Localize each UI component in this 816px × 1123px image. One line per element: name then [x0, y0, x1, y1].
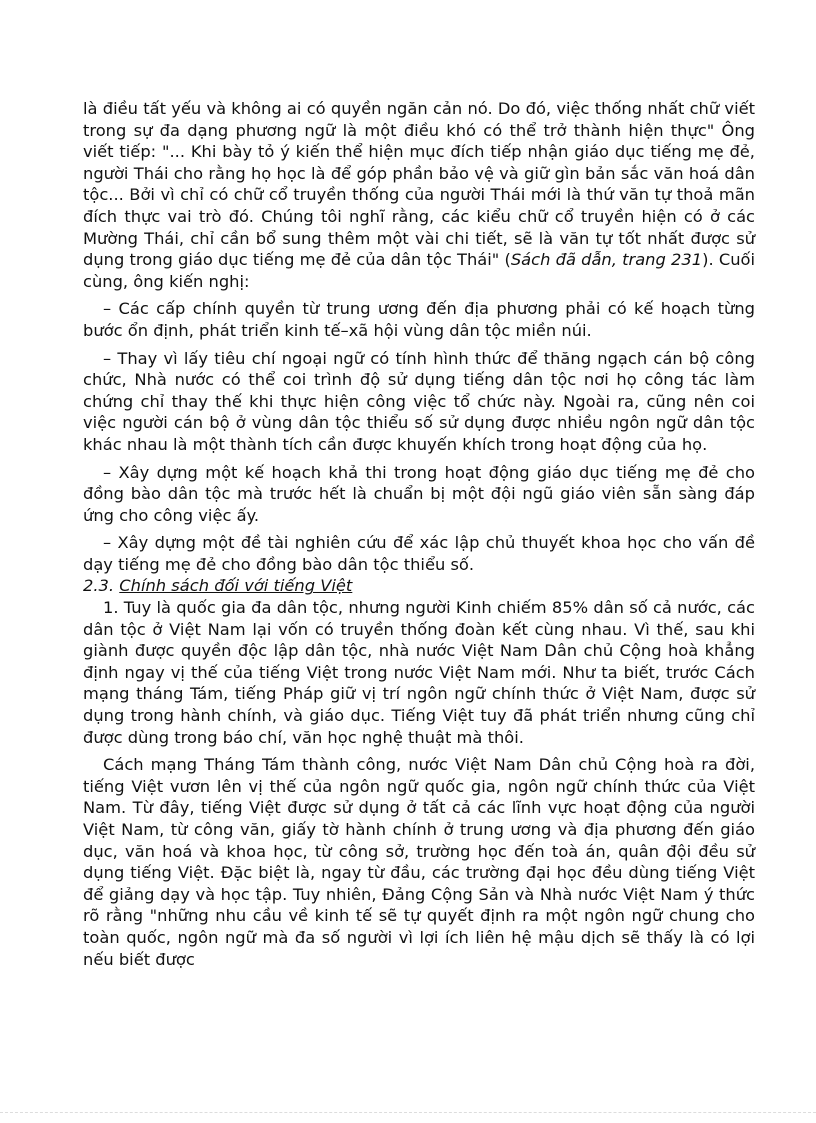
section-number: 2.3.: [83, 576, 115, 596]
document-page: [83, 98, 755, 970]
body-paragraph-1: 1. Tuy là quốc gia đa dân tộc, nhưng người Kinh chiếm 85% dân số cả nước, các dân tộc ở Việt Nam lại vốn có truyền thống đoàn kết cùng nhau. Vì thế, sau khi giành được quyền độc lập dân tộc, nhà nước Việt Nam Dân chủ Cộng hoà khẳng định ngay vị thế của tiếng Việt trong nước Việt Nam mới. Như ta biết, trước Cách mạng tháng Tám, tiếng Pháp giữ vị trí ngôn ngữ chính thức ở Việt Nam, được sử dụng trong hành chính, và giáo dục. Tiếng Việt tuy đã phát triển nhưng cũng chỉ được dùng trong báo chí, văn học nghệ thuật mà thôi.: [83, 598, 755, 747]
page-bottom-border: [0, 1112, 816, 1113]
citation: Sách đã dẫn, trang 231: [510, 250, 703, 270]
paragraph-text: ). Cuối cùng, ông kiến nghị:: [83, 250, 756, 291]
recommendation-item-3: – Xây dựng một kế hoạch khả thi trong hoạt động giáo dục tiếng mẹ đẻ cho đồng bào dân tộc mà trước hết là chuẩn bị một đội ngũ giáo viên sẵn sàng đáp ứng cho công việc ấy.: [83, 462, 755, 525]
body-paragraph-2: Cách mạng Tháng Tám thành công, nước Việt Nam Dân chủ Cộng hoà ra đời, tiếng Việt vươn lên vị thế của ngôn ngữ quốc gia, ngôn ngữ chính thức của Việt Nam. Từ đây, tiếng Việt được sử dụng ở tất cả các lĩnh vực hoạt động của người Việt Nam, từ công văn, giấy tờ hành chính ở trung ương và địa phương đến giáo dục, văn hoá và khoa học, từ công sở, trường học đến toà án, quân đội đều sử dụng tiếng Việt. Đặc biệt là, ngay từ đầu, các trường đại học đều dùng tiếng Việt để giảng dạy và học tập. Tuy nhiên, Đảng Cộng Sản và Nhà nước Việt Nam ý thức rõ rằng "những nhu cầu về kinh tế sẽ tự quyết định ra một ngôn ngữ chung cho toàn quốc, ngôn ngữ mà đa số người vì lợi ích liên hệ mậu dịch sẽ thấy là có lợi nếu biết được: [83, 755, 755, 969]
section-heading: [83, 575, 755, 597]
recommendation-item-1: – Các cấp chính quyền từ trung ương đến địa phương phải có kế hoạch từng bước ổn định, phát triển kinh tế–xã hội vùng dân tộc miền núi.: [83, 299, 755, 340]
recommendation-item-4: – Xây dựng một đề tài nghiên cứu để xác lập chủ thuyết khoa học cho vấn đề dạy tiếng mẹ đẻ cho đồng bào dân tộc thiểu số.: [83, 533, 755, 574]
paragraph-quote-continuation: [83, 98, 755, 292]
section-title: Chính sách đối với tiếng Việt: [119, 576, 353, 596]
paragraph-text: là điều tất yếu và không ai có quyền ngăn cản nó. Do đó, việc thống nhất chữ viết trong sự đa dạng phương ngữ là một điều khó có thể trở thành hiện thực" Ông viết tiếp: "... Khi bày tỏ ý kiến thể hiện mục đích tiếp nhận giáo dục tiếng mẹ đẻ, người Thái cho rằng họ học là để góp phần bảo vệ và giữ gìn bản sắc văn hoá dân tộc... Bởi vì chỉ có chữ cổ truyền thống của người Thái mới là thứ văn tự thoả mãn đích thực vai trò đó. Chúng tôi nghĩ rằng, các kiểu chữ cổ truyền hiện có ở các Mường Thái, chỉ cần bổ sung thêm một vài chi tiết, sẽ là văn tự tốt nhất được sử dụng trong giáo dục tiếng mẹ đẻ của dân tộc Thái" (: [83, 99, 755, 270]
recommendation-item-2: – Thay vì lấy tiêu chí ngoại ngữ có tính hình thức để thăng ngạch cán bộ công chức, Nhà nước có thể coi trình độ sử dụng tiếng dân tộc nơi họ công tác làm chứng chỉ thay thế khi thực hiện công việc tổ chức này. Ngoài ra, cũng nên coi việc người cán bộ ở vùng dân tộc thiểu số sử dụng được nhiều ngôn ngữ dân tộc khác nhau là một thành tích cần được khuyến khích trong hoạt động của họ.: [83, 348, 755, 454]
